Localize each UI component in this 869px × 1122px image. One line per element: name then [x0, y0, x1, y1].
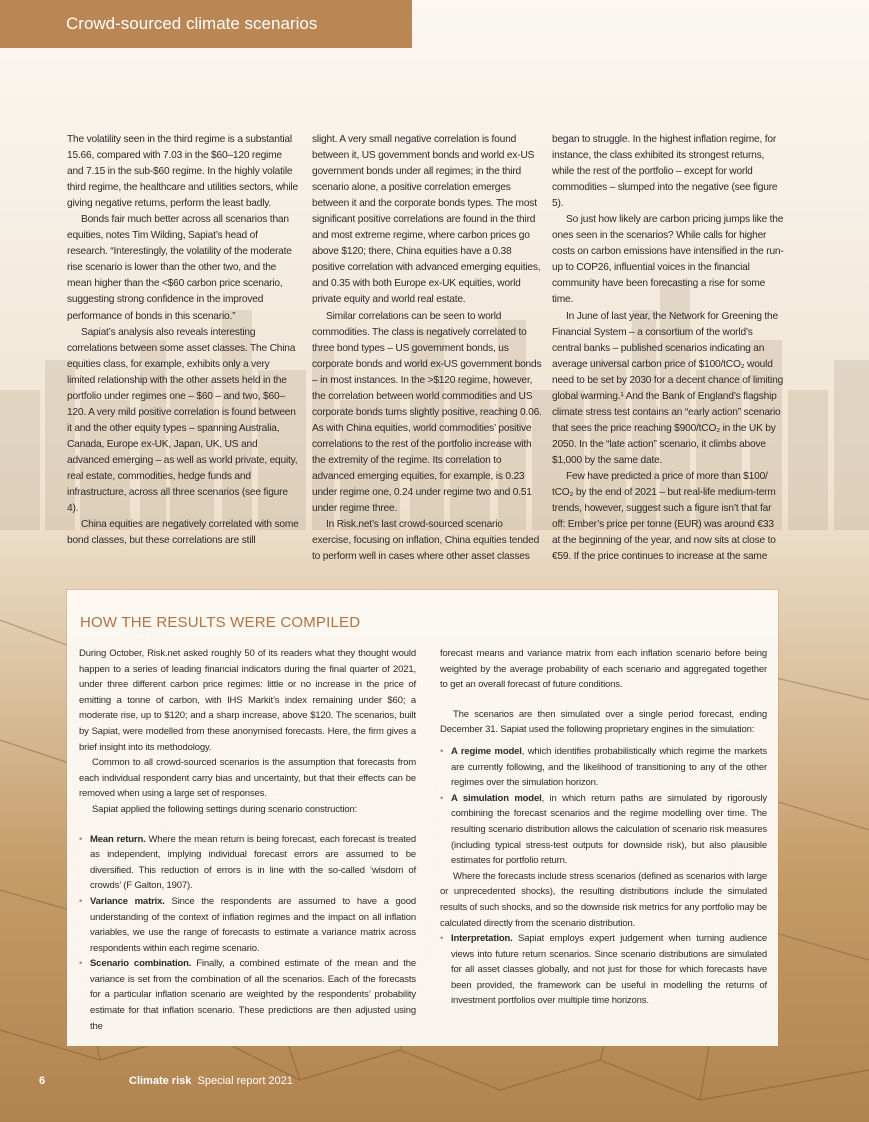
paragraph: In Risk.net’s last crowd-sourced scenario exercise, focusing on inflation, China equities tended to perform well in cases where other asset classes [312, 519, 540, 563]
paragraph: So just how likely are carbon pricing jumps like the ones seen in the scenarios? While calls for higher costs on carbon emissions have intensified in the run-up to COP26, influential voices in the financial community have been forecasting a rise for some time. [552, 214, 784, 306]
box-paragraph: During October, Risk.net asked roughly 50 of its readers what they thought would happen to a series of leading financial indicators during the final quarter of 2021, under three different carbon price regimes: little or no increase in the price of emitting a tonne of carbon, with IHS Markit’s index remaining under $60; a moderate rise, up to $120; and a sharp increase, above $120. The scenarios, built by Sapiat, were modelled from these anonymised forecasts. Here, the firm gives a brief insight into its methodology. [79, 648, 416, 753]
bullet-text: , which identifies probabilistically which regime the markets are currently following, and the likelihood of transitioning to any of the other regimes over the simulation horizon. [451, 745, 767, 789]
publication-name: Climate risk [129, 1075, 192, 1087]
bullet-text: Finally, a combined estimate of the mean and the variance is set from the combination of all the scenarios. Each of the forecasts for a particular inflation scenario are weighted by the respondents’ probability estimate for that inflation scenario. These predictions are then adjusted using the [90, 958, 416, 1032]
bullet-dot-icon: • [440, 745, 444, 757]
box-paragraph: Common to all crowd-sourced scenarios is the assumption that forecasts from each individual respondent carry bias and uncertainty, but that their effects can be removed when using a large set of responses. [79, 757, 416, 800]
paragraph: China equities are negatively correlated with some bond classes, but these correlations are still [67, 519, 299, 547]
box-paragraph: The scenarios are then simulated over a single period forecast, ending December 31. Sapiat used the following proprietary engines in the simulation: [440, 708, 767, 736]
paragraph: began to struggle. In the highest inflation regime, for instance, the class exhibited its strongest returns, while the rest of the portfolio – except for world commodities – slumped into the negative (see figure 5). [552, 134, 778, 210]
paragraph: Bonds fair much better across all scenarios than equities, notes Tim Wilding, Sapiat’s head of research. “Interestingly, the volatility of the moderate rise scenario is lower than the other two, and the mean higher than the <$60 carbon price scenario, suggesting strong confidence in the improved performance of bonds in this scenario.” [67, 214, 292, 322]
bullet-label: Interpretation. [451, 933, 513, 945]
bullet-item [79, 956, 416, 1034]
bullet-item [440, 791, 767, 869]
paragraph: Few have predicted a price of more than $100/ tCO₂ by the end of 2021 – but real-life medium-term trends, however, suggest such a figure isn’t that far off: Ember’s price per tonne (EUR) was around €33 at the beginning of the year, and now sits at close to €59. If the price continues to increase at the same [552, 470, 776, 563]
paragraph: In June of last year, the Network for Greening the Financial System – a consortium of the world’s central banks – published scenarios indicating an average universal carbon price of $100/tCO₂ would need to be set by 2030 for a decent chance of limiting global warming.¹ And the Bank of England’s flagship climate stress test contains an “early action” scenario that sees the price reaching $900/tCO₂ in the UK by 2050. In the “late action” scenario, it climbs above $1,000 by the same date. [552, 310, 784, 466]
page-number: 6 [39, 1075, 46, 1087]
publication-subtitle: Special report 2021 [197, 1075, 293, 1087]
bullet-label: A simulation model [451, 792, 542, 804]
paragraph: slight. A very small negative correlation is found between it, US government bonds and world ex-US government bonds under all regimes; in the third scenario alone, a positive correlation emerges between it and the corporate bonds types. The most significant positive correlations are found in the third and most extreme regime, where carbon prices go above $120; there, China equities have a 0.38 positive correlation with advanced emerging equities, and 0.35 with both Europe ex-UK equities, world private equity and world real estate. [312, 134, 541, 306]
paragraph: Similar correlations can be seen to world commodities. The class is negatively correlated to three bond types – US government bonds, us corporate bonds and world ex-US government bonds – in most instances. In the >$120 regime, however, the correlation between world commodities and US corporate bonds turns slightly positive, reaching 0.06. As with China equities, world commodities’ positive correlations to the rest of the portfolio increase with the extremity of the regime. Its correlation to advanced emerging equities, for example, is 0.23 under regime one, 0.24 under regime two and 0.51 under regime three. [312, 310, 542, 515]
article-column-3 [552, 132, 784, 565]
box-column-left [79, 646, 416, 1034]
bullet-dot-icon: • [79, 958, 83, 970]
bullet-item [440, 931, 767, 1009]
footer-brand [129, 1075, 293, 1087]
bullet-text: Where the mean return is being forecast, each forecast is treated as independent, implying individual forecast errors are assumed to be diversified. This reduction of errors is in line with the so-called ‘wisdom of crowds’ (F Galton, 1907). [90, 833, 416, 892]
bullet-item [79, 832, 416, 894]
box-paragraph: forecast means and variance matrix from each inflation scenario before being weighted by the average probability of each scenario and aggregated together to get an overall forecast of future conditions. [440, 648, 767, 691]
article-column-1 [67, 132, 299, 549]
bullet-item [79, 894, 416, 956]
article-column-2 [312, 132, 544, 565]
bullet-dot-icon: • [440, 792, 444, 804]
bullet-item [440, 744, 767, 791]
bullet-dot-icon: • [79, 895, 83, 907]
box-column-right [440, 646, 767, 1009]
methodology-box [67, 590, 778, 1046]
box-paragraph: Where the forecasts include stress scenarios (defined as scenarios with large or unprecedented shocks), the resulting distributions include the simulated results of such shocks, and so the downside risk metrics for any portfolio may be calculated directly from the scenario distribution. [440, 870, 767, 929]
box-paragraph: Sapiat applied the following settings during scenario construction: [92, 803, 358, 815]
bullet-text: Sapiat employs expert judgement when turning audience views into future return scenarios. Since scenario distributions are simulated for all asset classes globally, and not just for those for which forecasts have been provided, the framework can be useful in modelling the returns of investment portfolios over multiple time horizons. [451, 933, 767, 1007]
section-title: Crowd-sourced climate scenarios [0, 0, 412, 48]
bullet-label: Scenario combination. [90, 958, 192, 970]
bullet-label: A regime model [451, 745, 522, 757]
paragraph: The volatility seen in the third regime is a substantial 15.66, compared with 7.03 in the $60–120 regime and 7.15 in the sub-$60 regime. In the highly volatile third regime, the healthcare and utilities sectors, while giving negative returns, perform the least badly. [67, 134, 298, 210]
bullet-dot-icon: • [79, 833, 83, 845]
paragraph: Sapiat’s analysis also reveals interesting correlations between some asset classes. The China equities class, for example, exhibits only a very limited relationship with the other assets held in the portfolio under regimes one – $60 – and two, $60–120. A very mild positive correlation is found between it and the other equity types – spanning Australia, Canada, Europe ex-UK, Japan, UK, US and advanced emerging – as well as world private, equity, real estate, commodities, hedge funds and infrastructure, across all three scenarios (see figure 4). [67, 326, 298, 515]
bullet-label: Mean return. [90, 833, 146, 845]
bullet-text: Since the respondents are assumed to have a good understanding of the context of inflation regimes and the impact on all inflation variables, we use the range of forecasts to estimate a variance matrix across respondents within each regime scenario. [90, 895, 416, 954]
bullet-text: , in which return paths are simulated by rigorously combining the forecast scenarios and the regime modelling over time. The resulting scenario distribution allows the calculation of scenario risk measures (including typical stress-test outputs for downside risk), but also plausible estimates for portfolio return. [451, 792, 767, 867]
box-heading: HOW THE RESULTS WERE COMPILED [80, 614, 361, 631]
bullet-label: Variance matrix. [90, 895, 165, 907]
bullet-dot-icon: • [440, 933, 444, 945]
